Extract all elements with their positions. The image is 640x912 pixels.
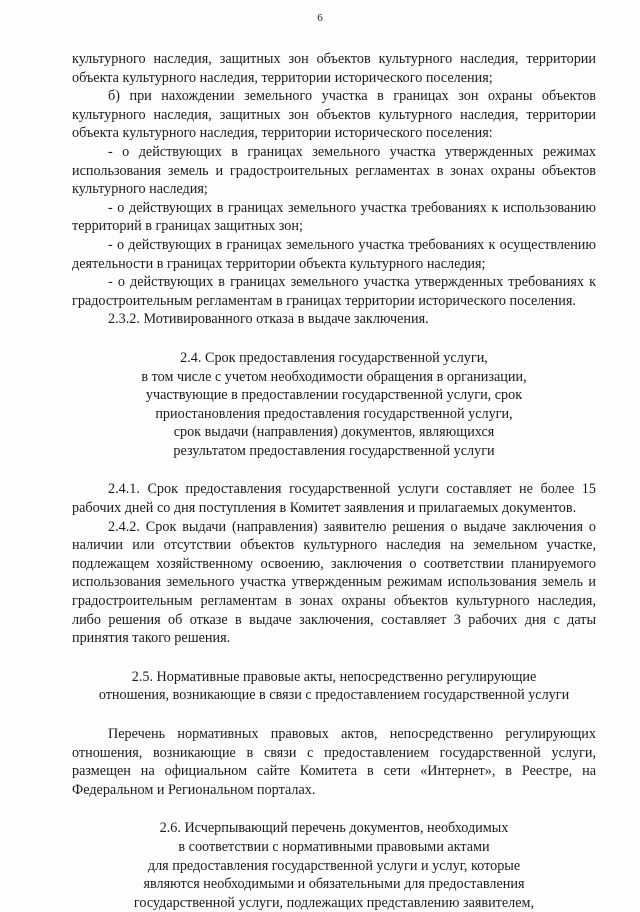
- paragraph-b: б) при нахождении земельного участка в границах зон охраны объектов культурного наследия, защитных зон объектов культурного наследия, территории объекта культурного наследия, территории исторического поселения:: [72, 88, 596, 142]
- section-heading-2-4: [72, 349, 596, 461]
- heading-line: 2.5. Нормативные правовые акты, непосредственно регулирующие: [131, 668, 537, 685]
- heading-line: для предоставления государственной услуги и услуг, которые: [147, 857, 521, 874]
- list-item: - о действующих в границах земельного участка требованиях к использованию территорий в границах защитных зон;: [72, 199, 596, 235]
- heading-line: участвующие в предоставлении государственной услуги, срок: [145, 387, 523, 404]
- heading-line: в соответствии с нормативными правовыми актами: [178, 838, 490, 855]
- section-heading-2-5: [72, 668, 596, 705]
- list-item: - о действующих в границах земельного участка утвержденных требованиях к градостроительным регламентам в границах территории исторического поселения.: [72, 274, 596, 309]
- paragraph-intro: культурного наследия, защитных зон объектов культурного наследия, территории объекта культурного наследия, территории исторического поселения;: [72, 51, 596, 86]
- paragraph-2-5: Перечень нормативных правовых актов, непосредственно регулирующих отношения, возникающие в связи с предоставлением государственной услуги, размещен на официальном сайте Комитета в сети «Интернет», в Реестре, на Федеральном и Региональном порталах.: [72, 726, 596, 798]
- heading-line: приостановления предоставления государственной услуги,: [155, 405, 513, 422]
- heading-line: государственной услуги, подлежащих представлению заявителем,: [133, 894, 535, 911]
- paragraph-2-4-1: 2.4.1. Срок предоставления государственной услуги составляет не более 15 рабочих дней со дня поступления в Комитет заявления и прилагаемых документов.: [72, 481, 596, 517]
- paragraph-2-3-2: 2.3.2. Мотивированного отказа в выдаче заключения.: [108, 311, 429, 328]
- heading-line: 2.4. Срок предоставления государственной услуги,: [180, 349, 488, 366]
- list-item: - о действующих в границах земельного участка требованиях к осуществлению деятельности в границах территории объекта культурного наследия;: [72, 236, 596, 272]
- heading-line: 2.6. Исчерпывающий перечень документов, необходимых: [159, 820, 509, 837]
- paragraph-2-4-2: 2.4.2. Срок выдачи (направления) заявителю решения о выдаче заключения о наличии или отсутствии объектов культурного наследия на земельном участке, подлежащем хозяйственному освоению, заключения о соответствии планируемого использования земельного участка утвержденным режимам использования земель и градостроительным регламентам в зонах охраны объектов культурного наследия, либо решения об отказе в выдаче заключения, составляет 3 рабочих дня с даты принятия такого решения.: [72, 518, 596, 647]
- heading-line: в том числе с учетом необходимости обращения в организации,: [141, 368, 527, 385]
- page-number: 6: [317, 12, 323, 24]
- section-heading-2-6: [72, 819, 596, 912]
- heading-line: отношения, возникающие в связи с предоставлением государственной услуги: [98, 687, 570, 704]
- heading-line: являются необходимыми и обязательными для предоставления: [143, 876, 525, 893]
- heading-line: срок выдачи (направления) документов, являющихся: [173, 424, 495, 441]
- list-item: - о действующих в границах земельного участка утвержденных режимах использования земель и градостроительных регламентах в зонах охраны объектов культурного наследия;: [72, 143, 596, 198]
- heading-line: результатом предоставления государственной услуги: [173, 442, 495, 459]
